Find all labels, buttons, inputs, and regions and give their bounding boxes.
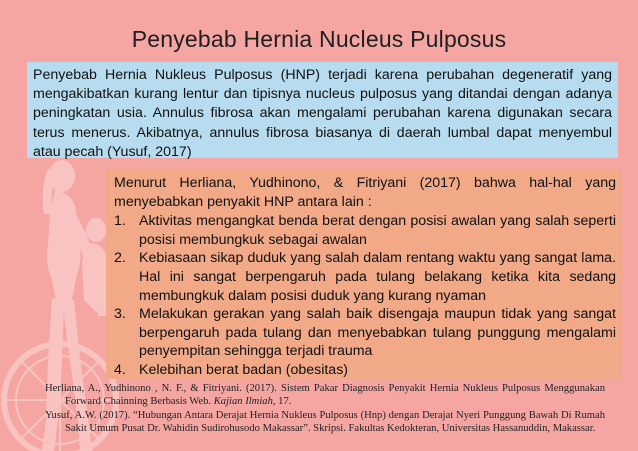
list-item: [114, 249, 616, 305]
list-item: [114, 212, 616, 249]
list-item: [114, 305, 616, 361]
references: [45, 382, 605, 436]
intro-text-box: [27, 62, 618, 158]
list-item-number: 4.: [114, 361, 126, 378]
list-item-text: Melakukan gerakan yang salah baik disengaja maupun tidak yang sangat berpengaruh pada tulang dan menyebabkan tulang punggung mengalami penyempitan sehingga terjadi trauma: [139, 306, 616, 360]
reference-entry: Herliana, A., Yudhinono , N. F., & Fitriyani. (2017). Sistem Pakar Diagnosis Penyakit Hernia Nukleus Pulposus Menggunakan Forward Chainning Berbasis Web. Kajian Ilmiah, 17.: [45, 383, 605, 408]
list-item-text: Kelebihan berat badan (obesitas): [139, 361, 349, 378]
reference-entry: Yusuf, A.W. (2017). “Hubungan Antara Derajat Hernia Nukleus Pulposus (Hnp) dengan Derajat Nyeri Punggung Bawah Di Rumah Sakit Umum Pusat Dr. Wahidin Sudirohusodo Makassar”. Skripsi. Fakultas Kedokteran, Universitas Hassanuddin, Makassar.: [45, 409, 605, 435]
page-title: Penyebab Hernia Nucleus Pulposus: [131, 26, 507, 52]
list-item-text: Aktivitas mengangkat benda berat dengan posisi awalan yang salah seperti posisi membungkuk sebagai awalan: [139, 213, 616, 248]
causes-list: [114, 212, 616, 379]
causes-intro: Menurut Herliana, Yudhinono, & Fitriyani (2017) bahwa hal-hal yang menyebabkan penyakit HNP antara lain :: [114, 175, 616, 210]
journal-name: Kajian Ilmiah: [213, 396, 273, 408]
list-item: [114, 361, 616, 380]
list-item-text: Kebiasaan sikap duduk yang salah dalam rentang waktu yang sangat lama. Hal ini sangat berpengaruh pada tulang belakang ketika kita sedang membungkuk dalam posisi duduk yang kurang nyaman: [139, 250, 616, 304]
causes-box: [106, 170, 622, 379]
list-item-number: 3.: [114, 306, 126, 323]
list-item-number: 1.: [114, 213, 126, 230]
intro-paragraph: Penyebab Hernia Nukleus Pulposus (HNP) terjadi karena perubahan degeneratif yang mengakibatkan kurang lentur dan tipisnya nucleus pulposus yang ditandai dengan adanya peningkatan usia. Annulus fibrosa akan mengalami perubahan karena digunakan secara terus menerus. Akibatnya, annulus fibrosa biasanya di daerah lumbal dapat menyembul atau pecah (Yusuf, 2017): [33, 67, 612, 160]
list-item-number: 2.: [114, 250, 126, 267]
